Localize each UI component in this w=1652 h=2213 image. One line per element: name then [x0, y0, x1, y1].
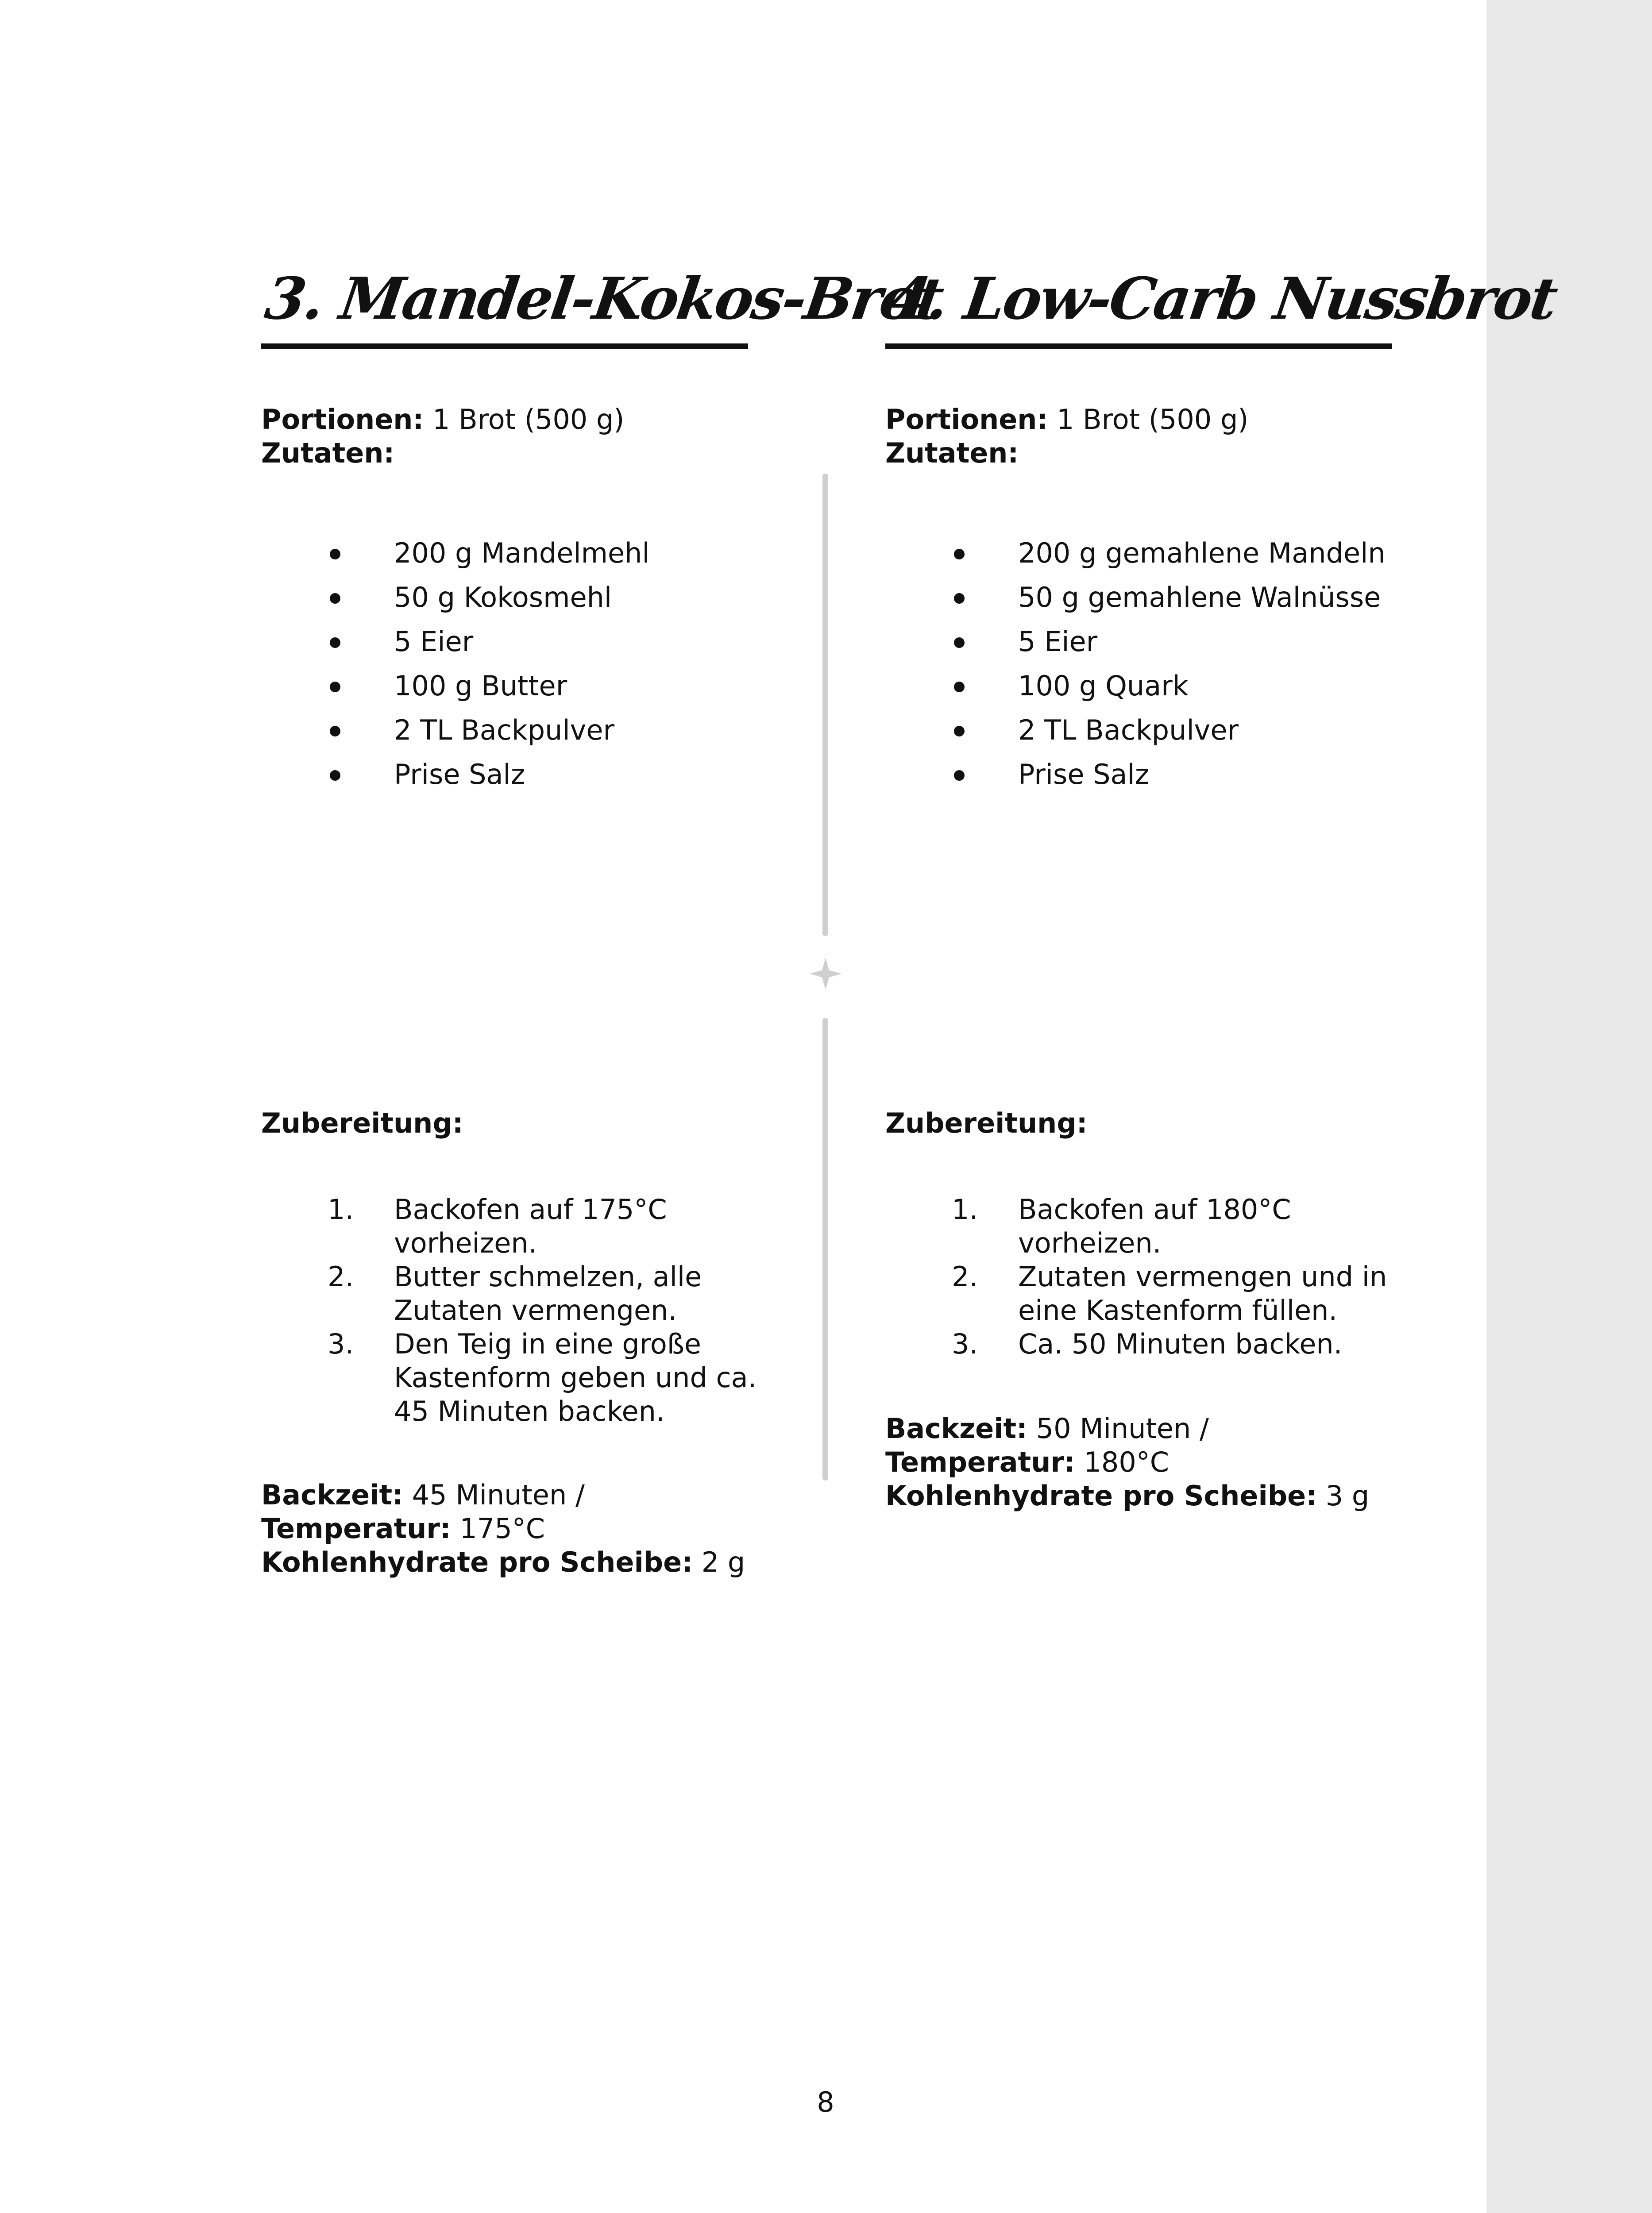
title-underline [261, 343, 748, 349]
page-number: 8 [817, 2086, 834, 2118]
list-item [885, 664, 1386, 708]
step-text: Ca. 50 Minuten backen. [1018, 1328, 1343, 1360]
list-item [885, 575, 1386, 620]
ingredients-heading [885, 436, 1248, 470]
title-underline [885, 343, 1392, 349]
recipe-meta [885, 403, 1248, 470]
list-item [885, 752, 1386, 797]
list-item [885, 620, 1386, 664]
list-item [261, 664, 650, 708]
list-item [885, 531, 1386, 575]
ingredient-text: 200 g Mandelmehl [394, 537, 650, 569]
preparation-steps [885, 1193, 1443, 1361]
temperature-value: 175°C [459, 1512, 545, 1545]
portions-value: 1 Brot (500 g) [432, 403, 625, 436]
bullet-icon [954, 637, 965, 648]
preparation-steps [261, 1193, 775, 1428]
list-item [261, 620, 650, 664]
list-item [885, 708, 1386, 752]
step-item [261, 1193, 748, 1260]
ingredient-text: 50 g Kokosmehl [394, 581, 612, 613]
preparation-label: Zubereitung: [261, 1107, 463, 1139]
recipe-title: 4. Low-Carb Nussbrot [885, 265, 1560, 332]
step-number: 3. [952, 1328, 978, 1360]
carbs-label: Kohlenhydrate pro Scheibe: [261, 1546, 693, 1578]
bullet-icon [330, 726, 340, 736]
bullet-icon [954, 770, 965, 781]
recipe-facts: Backzeit: 50 Minuten / Temperatur: 180°C Kohlenhydrate pro Scheibe: 3 g [885, 1412, 1370, 1512]
ingredient-text: 5 Eier [394, 625, 474, 658]
temperature-label: Temperatur: [261, 1512, 451, 1545]
portions-label: Portionen: [261, 403, 424, 436]
bake-time-value: 45 Minuten [412, 1479, 567, 1511]
step-item [885, 1260, 1443, 1327]
bullet-icon [330, 593, 340, 604]
recipe-facts: Backzeit: 45 Minuten / Temperatur: 175°C Kohlenhydrate pro Scheibe: 2 g [261, 1479, 745, 1578]
ingredient-text: Prise Salz [1018, 758, 1150, 790]
step-text: Backofen auf 175°C vorheizen. [394, 1193, 667, 1259]
carbs-value: 3 g [1325, 1480, 1370, 1512]
column-divider-bottom [822, 1018, 828, 1480]
bake-time-value: 50 Minuten [1036, 1412, 1191, 1445]
step-item [261, 1260, 748, 1327]
bullet-icon [330, 637, 340, 648]
portions-row [885, 403, 1248, 436]
list-item [261, 531, 650, 575]
ingredient-text: 200 g gemahlene Mandeln [1018, 537, 1386, 569]
ingredients-heading [261, 436, 624, 470]
step-number: 2. [952, 1261, 978, 1293]
step-text: Zutaten vermengen und in eine Kastenform füllen. [1018, 1261, 1387, 1326]
bullet-icon [954, 549, 965, 559]
recipe-meta [261, 403, 624, 470]
list-item [261, 708, 650, 752]
portions-value: 1 Brot (500 g) [1056, 403, 1249, 436]
bullet-icon [330, 682, 340, 692]
step-text: Backofen auf 180°C vorheizen. [1018, 1193, 1291, 1259]
step-item [885, 1193, 1372, 1260]
bake-time-label: Backzeit: [261, 1479, 403, 1511]
ingredients-list [885, 531, 1386, 797]
temperature-value: 180°C [1084, 1446, 1170, 1478]
ingredient-text: 2 TL Backpulver [1018, 714, 1239, 746]
four-point-star-icon [808, 956, 843, 991]
step-text: Butter schmelzen, alle Zutaten vermengen. [394, 1261, 702, 1326]
step-number: 3. [328, 1328, 354, 1360]
bullet-icon [954, 726, 965, 736]
list-item [261, 575, 650, 620]
bullet-icon [954, 682, 965, 692]
ingredient-text: 100 g Quark [1018, 670, 1189, 702]
recipe-title: 3. Mandel-Kokos-Brot [261, 265, 946, 332]
bullet-icon [954, 593, 965, 604]
ingredients-label: Zutaten: [885, 437, 1019, 469]
ingredients-list [261, 531, 650, 797]
step-number: 2. [328, 1261, 354, 1293]
ingredient-text: 50 g gemahlene Walnüsse [1018, 581, 1381, 613]
step-item [261, 1327, 775, 1428]
carbs-label: Kohlenhydrate pro Scheibe: [885, 1480, 1317, 1512]
list-item [261, 752, 650, 797]
temperature-label: Temperatur: [885, 1446, 1075, 1478]
step-number: 1. [328, 1193, 354, 1226]
column-divider-top [822, 474, 828, 936]
carbs-value: 2 g [701, 1546, 745, 1578]
bake-time-label: Backzeit: [885, 1412, 1027, 1445]
ingredient-text: 2 TL Backpulver [394, 714, 614, 746]
step-text: Den Teig in eine große Kastenform geben und ca. 45 Minuten backen. [394, 1328, 757, 1427]
step-number: 1. [952, 1193, 978, 1226]
portions-label: Portionen: [885, 403, 1048, 436]
bullet-icon [330, 549, 340, 559]
ingredient-text: 5 Eier [1018, 625, 1098, 658]
ingredients-label: Zutaten: [261, 437, 395, 469]
bullet-icon [330, 770, 340, 781]
ingredient-text: Prise Salz [394, 758, 525, 790]
preparation-label: Zubereitung: [885, 1107, 1088, 1139]
portions-row [261, 403, 624, 436]
step-item [885, 1327, 1443, 1361]
ingredient-text: 100 g Butter [394, 670, 567, 702]
